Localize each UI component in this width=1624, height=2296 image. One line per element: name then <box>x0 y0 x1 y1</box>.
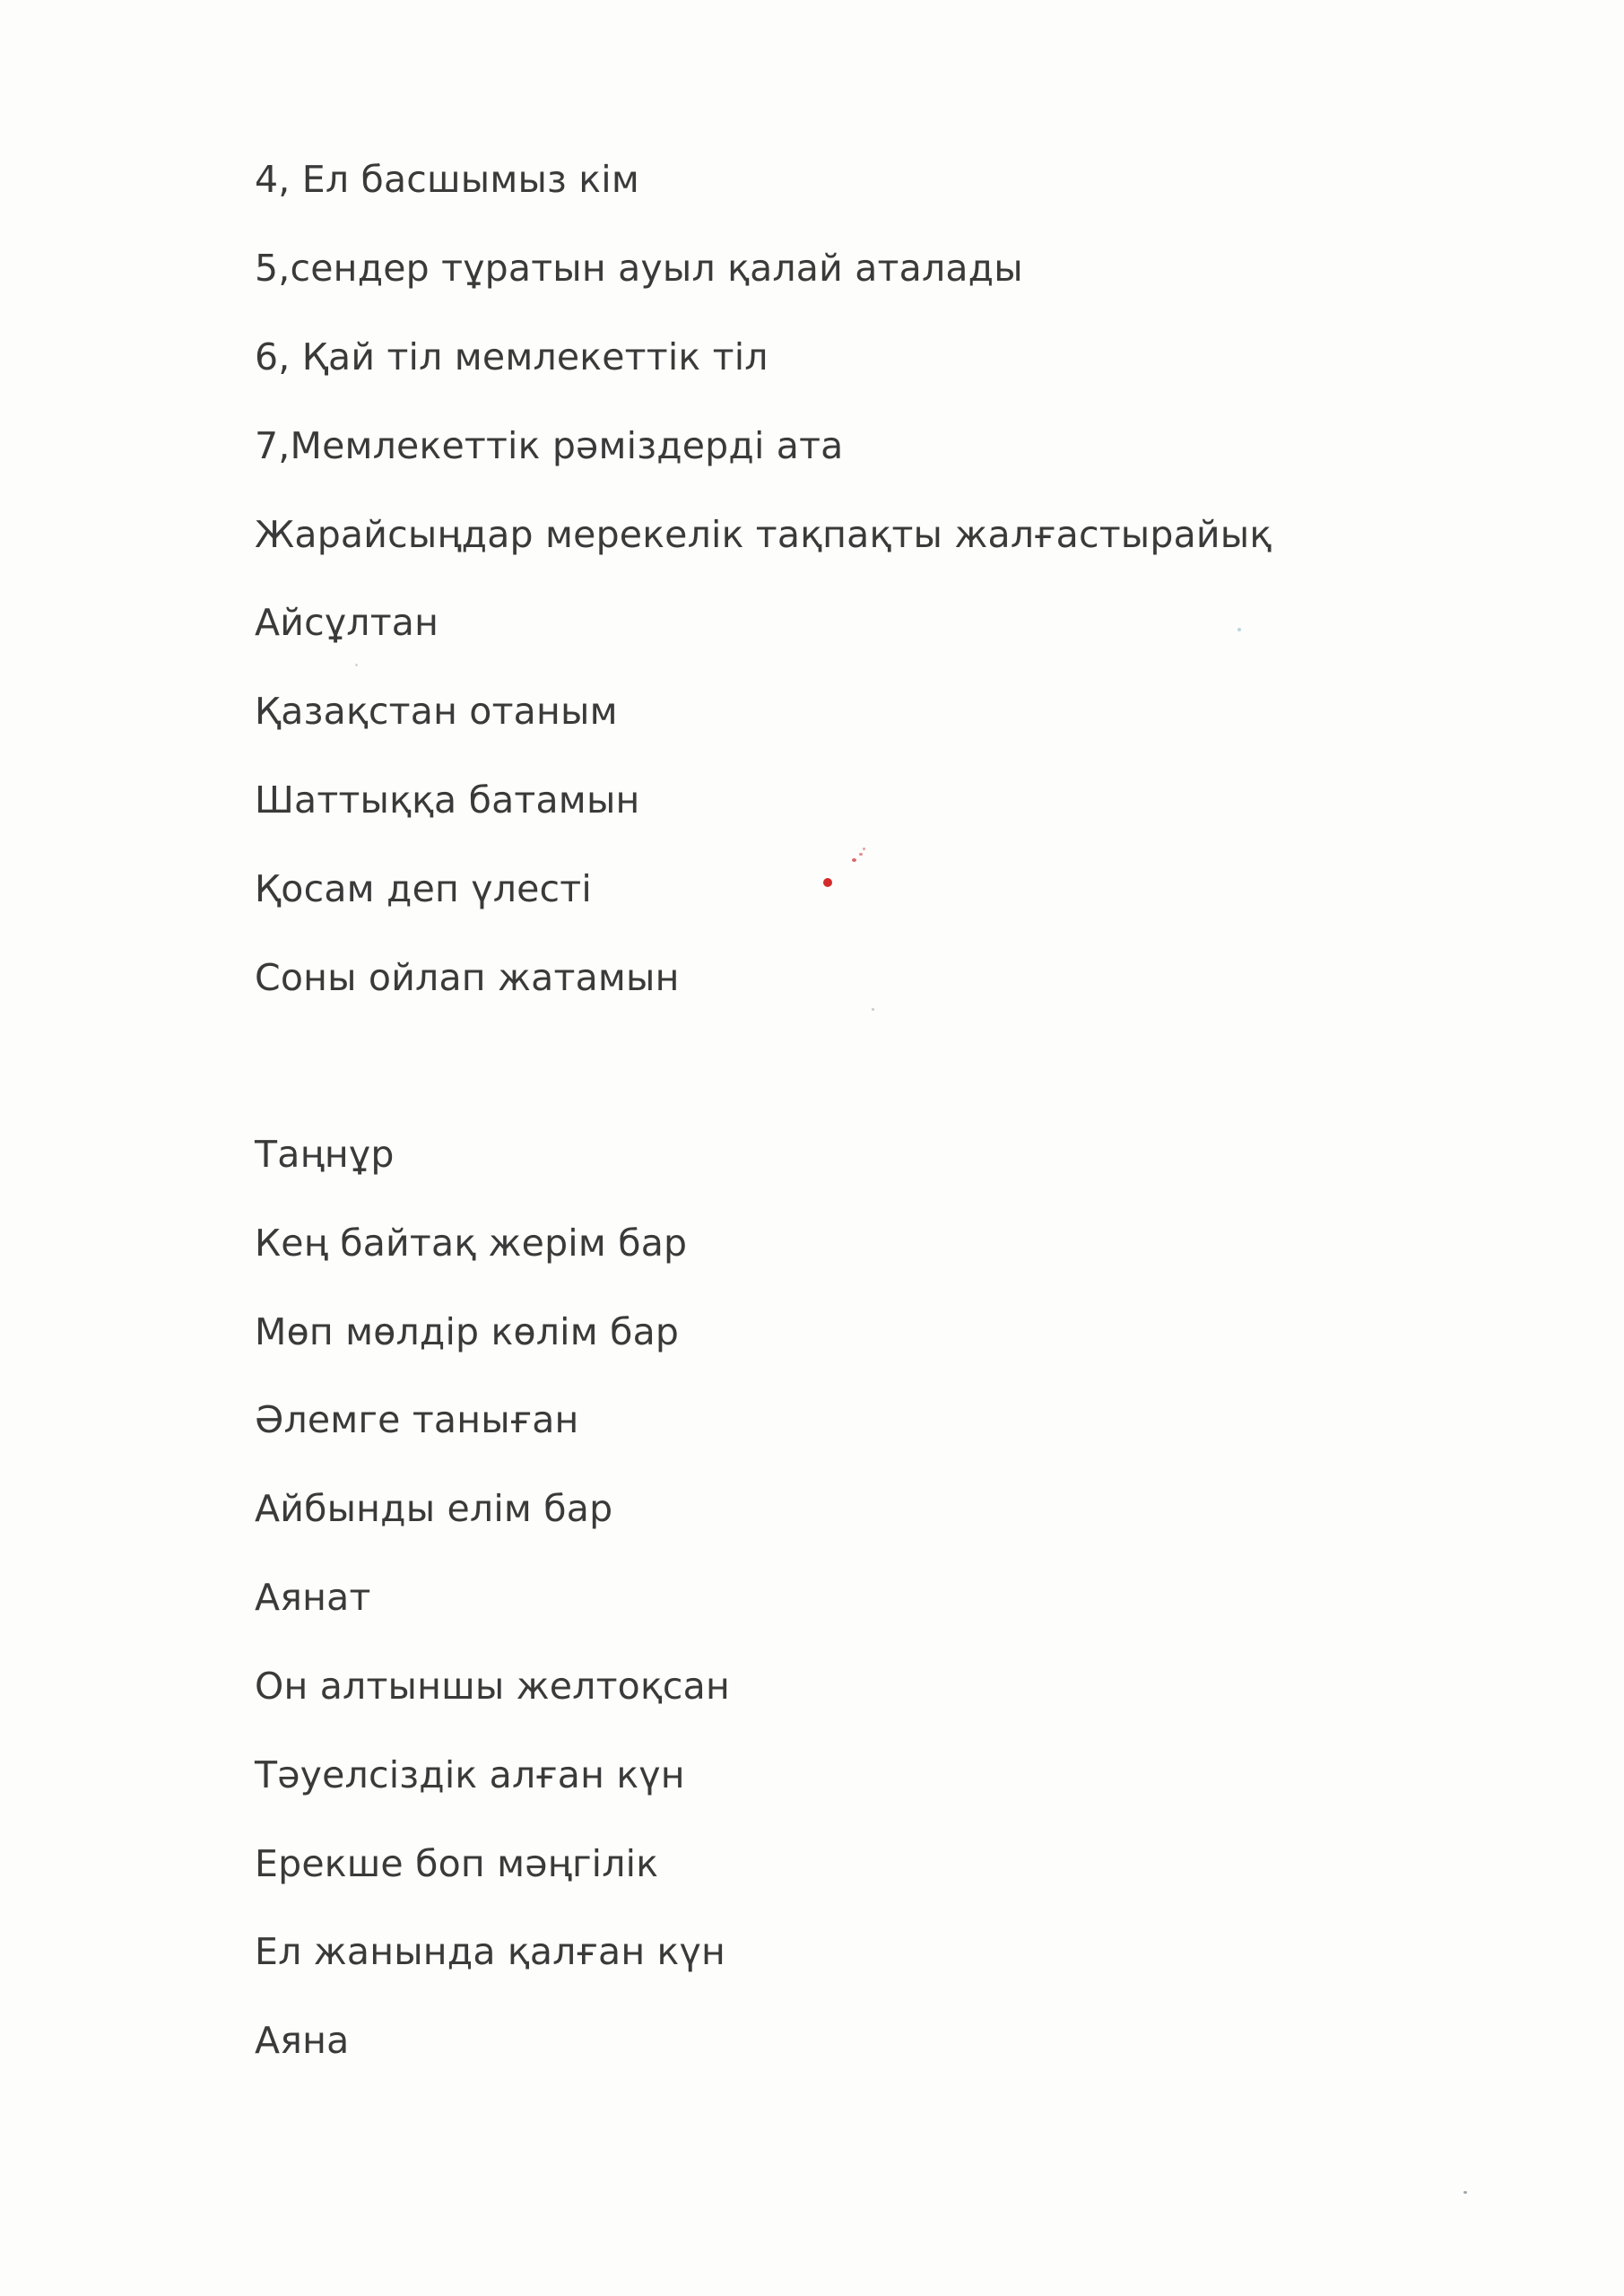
poem-line: Ерекше боп мәңгілік <box>255 1842 659 1885</box>
poem-line: Қазақстан отаным <box>255 690 618 733</box>
red-ink-speck <box>852 858 856 862</box>
red-ink-speck <box>859 853 863 856</box>
speaker-name: Аяна <box>255 2019 350 2062</box>
text-line: 5,сендер тұратын ауыл қалай аталады <box>255 247 1023 290</box>
poem-line: Қосам деп үлесті <box>255 867 592 910</box>
scan-speck <box>1238 628 1241 631</box>
poem-line: Он алтыншы желтоқсан <box>255 1665 730 1708</box>
text-line: 6, Қай тіл мемлекеттік тіл <box>255 335 769 378</box>
poem-line: Ел жанында қалған күн <box>255 1930 725 1973</box>
text-line: 4, Ел басшымыз кім <box>255 158 639 201</box>
scan-speck <box>1463 2191 1467 2194</box>
poem-line: Тәуелсіздік алған күн <box>255 1753 685 1796</box>
poem-line: Мөп мөлдір көлім бар <box>255 1310 680 1353</box>
poem-line: Кең байтақ жерім бар <box>255 1222 688 1265</box>
text-line: Жарайсыңдар мерекелік тақпақты жалғастырайық <box>255 513 1272 556</box>
poem-line: Шаттыққа батамын <box>255 778 640 822</box>
scan-speck <box>355 664 358 666</box>
poem-line: Әлемге таныған <box>255 1398 579 1441</box>
poem-line: Соны ойлап жатамын <box>255 956 680 999</box>
red-ink-mark <box>823 878 832 887</box>
red-ink-speck <box>863 848 865 850</box>
scan-speck <box>872 1008 874 1011</box>
speaker-name: Аянат <box>255 1576 371 1619</box>
text-line: 7,Мемлекеттік рәміздерді ата <box>255 424 844 467</box>
poem-line: Айбынды елім бар <box>255 1487 613 1530</box>
speaker-name: Айсұлтан <box>255 601 439 644</box>
speaker-name: Таңнұр <box>255 1133 395 1176</box>
